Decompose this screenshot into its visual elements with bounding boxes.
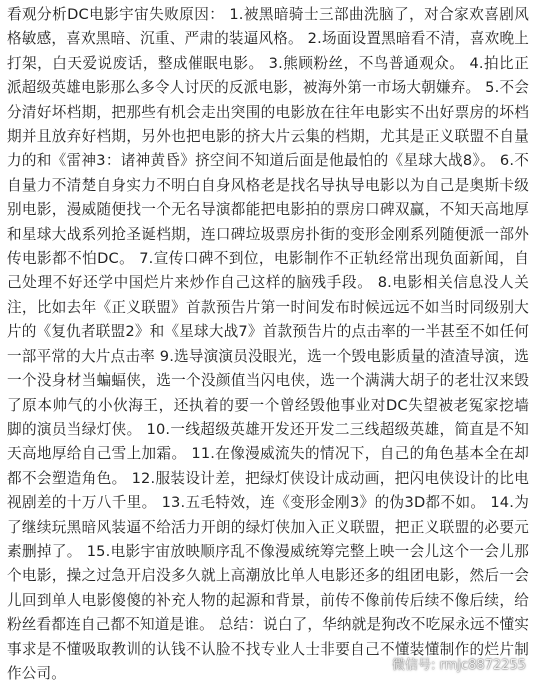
watermark-text: 微信号: rmjc8872255 — [392, 658, 526, 673]
wechat-icon — [366, 655, 388, 673]
watermark — [366, 654, 526, 673]
article-body: 看观分析DC电影宇宙失败原因： 1.被黑暗骑士三部曲洗脑了，对合家欢喜剧风格敏感，喜欢黑暗、沉重、严肃的装逼风格。 2.场面设置黑暗看不清，喜欢晚上打架，白天爱说废话，整成催眠电影。 3.熊顾粉丝，不鸟普通观众。 4.拍比正派超级英雄电影那么多令人讨厌的反派电影，被海外第一市场大朝嫌弃。 5.不会分清好坏档期，把那些有机会走出突围的电影放在往年电影实不出好票房的坏档期并且放弃好档期，另外也把电影的挤大片云集的档期，尤其是正义联盟不自量力的和《雷神3：诸神黄昏》挤空间不知道后面是他最怕的《星球大战8》。 6.不自量力不清楚自身实力不明白自身风格老是找名导执导电影以为自己是奥斯卡级别电影，漫威随便找一个无名导演都能把电影拍的票房口碑双赢，不知天高地厚和星球大战系列抢圣诞档期，连口碑垃圾票房扑街的变形金刚系列随便派一部外传电影都不怕DC。 7.宣传口碑不到位，电影制作不正轨经常出现负面新闻，自己处理不好还学中国烂片来炒作自己这样的脑残手段。 8.电影相关信息没人关注，比如去年《正义联盟》首款预告片第一时间发布时候远远不如当时同级别大片的《复仇者联盟2》和《星球大战7》首款预告片的点击率的一半甚至不如任何一部平常的大片点击率 9.选导演演员没眼光，选一个毁电影质量的渣渣导演，选一个没身材当蝙蝠侠，选一个没颜值当闪电侠，选一个满满大胡子的老壮汉来毁了原本帅气的小伙海王，还执着的要一个曾经毁他事业对DC失望被老冤家挖墙脚的演员当绿灯侠。 10.一线超级英雄开发还开发二三线超级英雄，简直是不知天高地厚给自己雪上加霜。 11.在像漫威流失的情况下，自己的角色基本全在却都不会塑造角色。 12.服装设计差，把绿灯侠设计成动画，把闪电侠设计的比电视剧差的十万八千里。 13.五毛特效，连《变形金刚3》的伪3D都不如。 14.为了继续玩黑暗风装逼不给活力开朗的绿灯侠加入正义联盟，把正义联盟的必要元素删掉了。 15.电影宇宙放映顺序乱不像漫威统筹完整上映一会儿这个一会儿那个电影，操之过急开启没多久就上高潮放比单人电影还多的组团电影，然后一会儿回到单人电影傻傻的补充人物的起源和背景，前传不像前传后续不像后续，给粉丝看都连自己都不知道是谁。 总结：说白了，华纳就是狗改不吃屎永远不懂实事求是不懂吸取教训的认钱不认脸不找专业人士非要自己不懂装懂制作的烂片制作公司。 — [7, 6, 529, 682]
